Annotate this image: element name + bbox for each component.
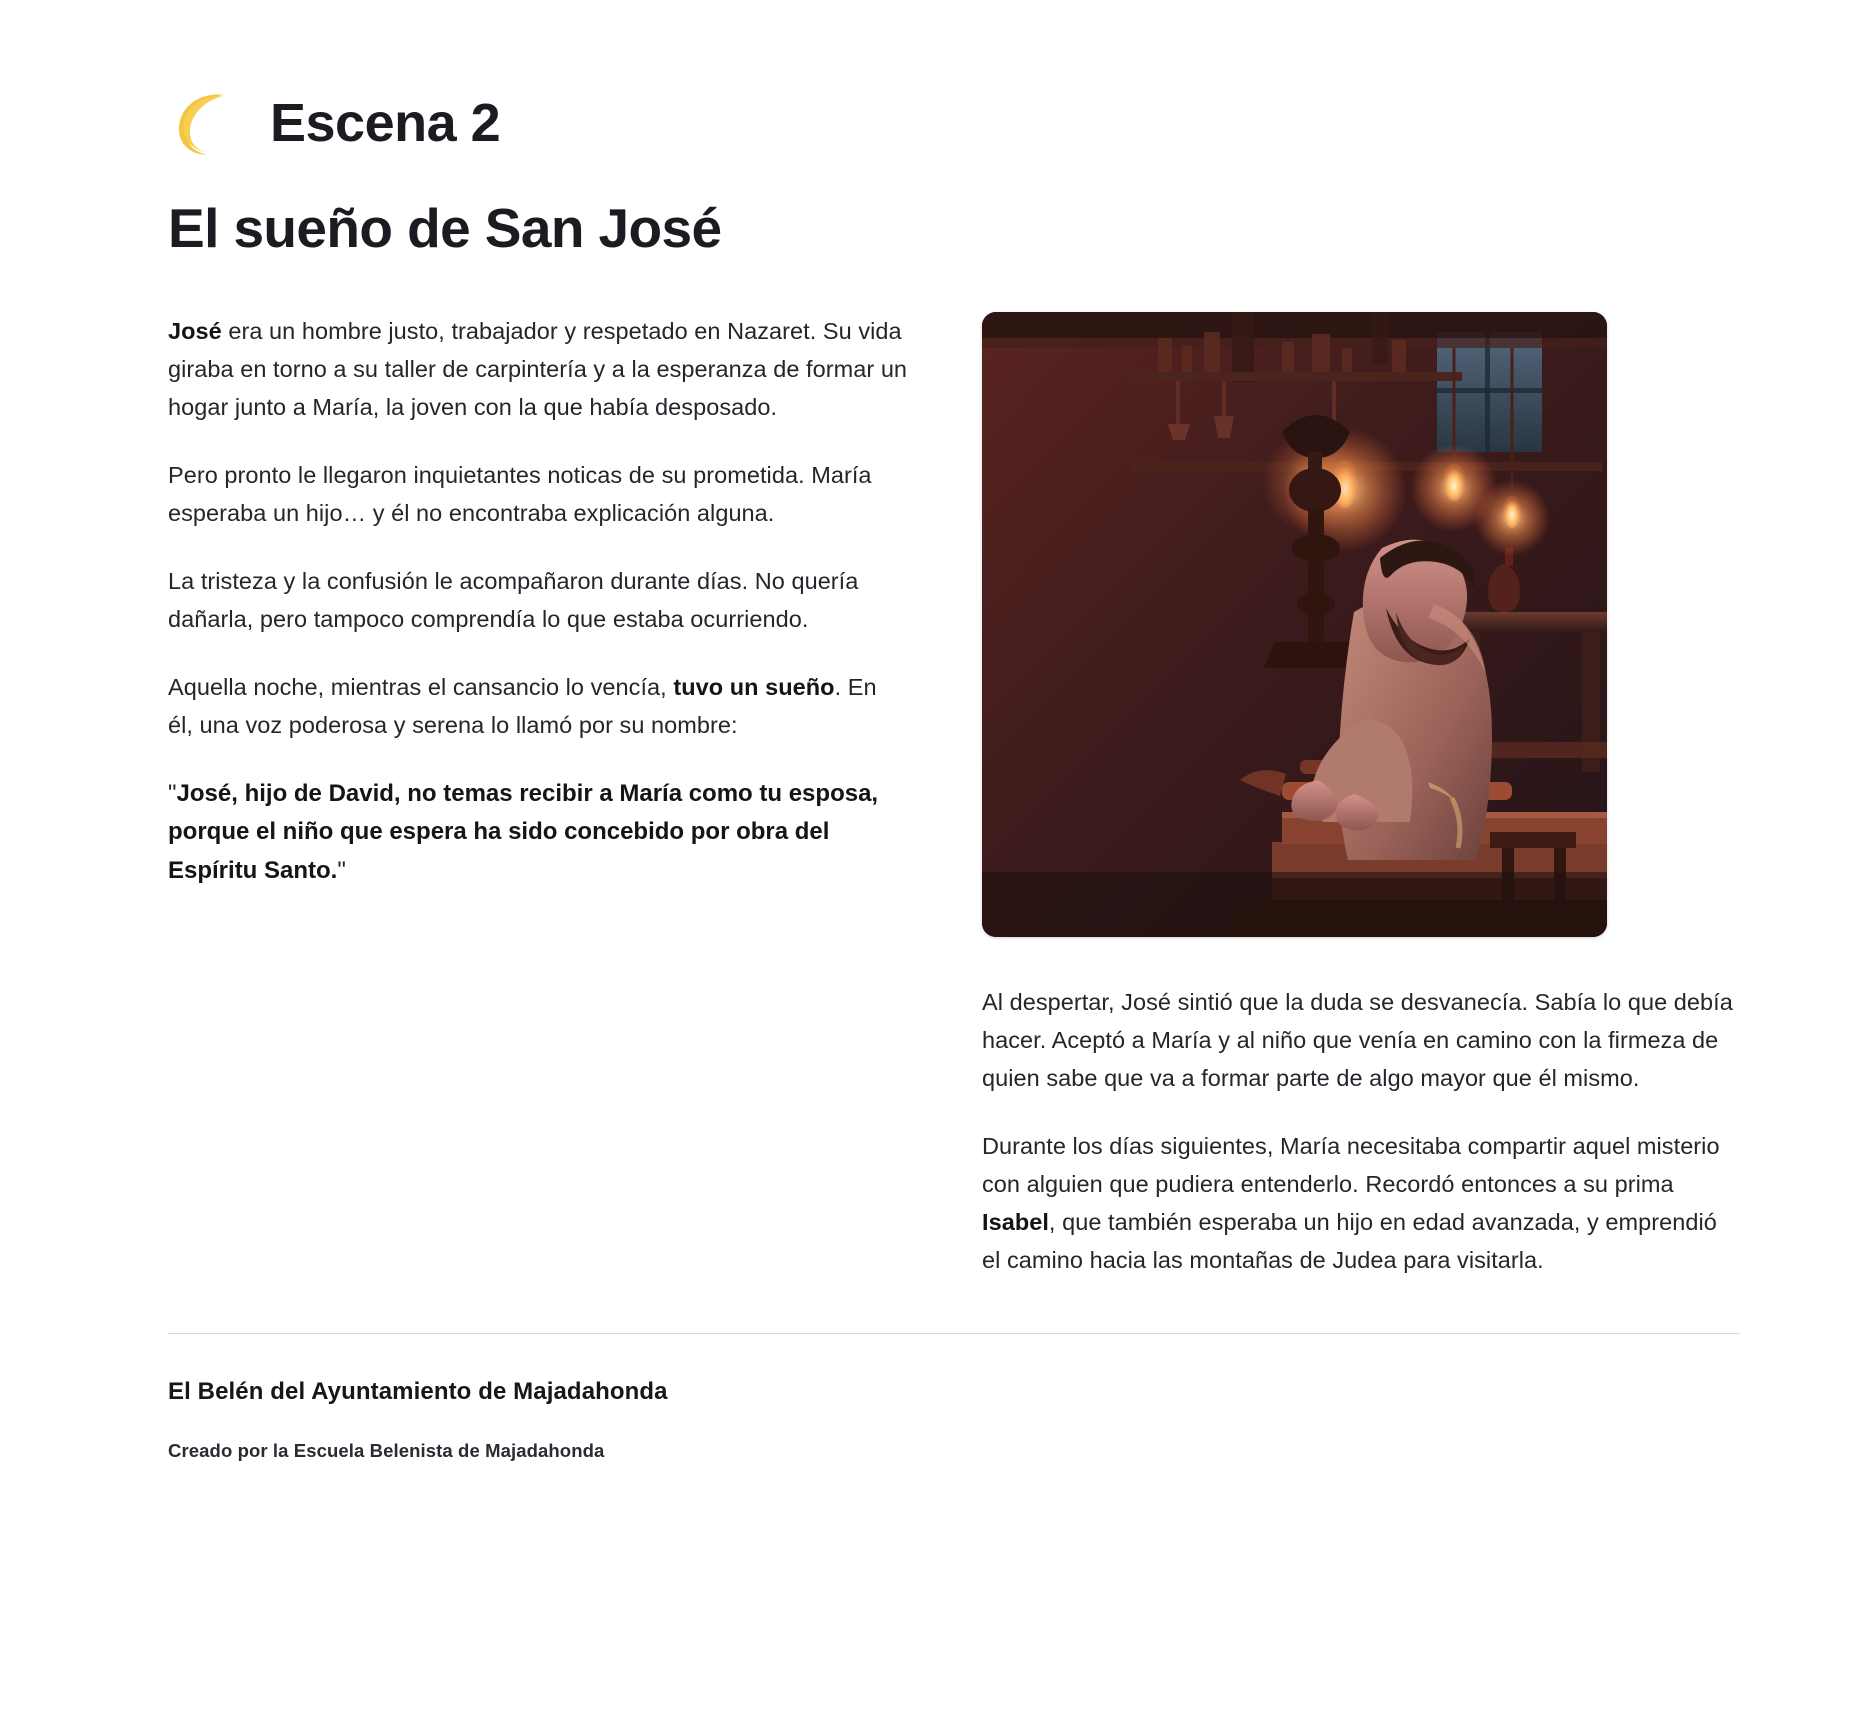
paragraph-tristeza: La tristeza y la confusión le acompañaron durante días. No quería dañarla, pero tampoco comprendía lo que estaba ocurriendo. bbox=[168, 568, 859, 633]
page-footer bbox=[168, 1333, 1740, 1462]
quote-body: José, hijo de David, no temas recibir a María como tu esposa, porque el niño que espera ha sido concebido por obra del Espíritu Santo. bbox=[168, 779, 879, 885]
paragraph-isabel bbox=[982, 1127, 1740, 1279]
crescent-moon-icon bbox=[168, 84, 246, 162]
paragraph-sueno bbox=[168, 668, 908, 744]
page-title: El sueño de San José bbox=[168, 197, 722, 260]
paragraph-sueno-b: . En él, una voz poderosa y serena lo llamó por su nombre: bbox=[168, 674, 877, 739]
right-column bbox=[982, 312, 1740, 1279]
paragraph-noticias: Pero pronto le llegaron inquietantes noticas de su prometida. María esperaba un hijo… y él no encontraba explicación alguna. bbox=[168, 462, 872, 527]
paragraph-isabel-a: Durante los días siguientes, María necesitaba compartir aquel misterio con alguien que pudiera entenderlo. Recordó entonces a su prima bbox=[982, 1133, 1720, 1198]
paragraph-jose-intro-rest: era un hombre justo, trabajador y respetado en Nazaret. Su vida giraba en torno a su taller de carpintería y a la esperanza de formar un hogar junto a María, la joven con la que había desposado. bbox=[168, 317, 908, 421]
left-text-column bbox=[168, 312, 908, 891]
paragraph-sueno-a: Aquella noche, mientras el cansancio lo vencía, bbox=[168, 674, 674, 701]
lead-word-jose: José bbox=[168, 317, 222, 344]
footer-title: El Belén del Ayuntamiento de Majadahonda bbox=[168, 1378, 668, 1406]
scene-heading-line bbox=[168, 60, 1740, 186]
quote-open-mark: " bbox=[168, 779, 177, 807]
page-header bbox=[168, 60, 1740, 260]
scene-label: Escena 2 bbox=[270, 93, 501, 154]
paragraph-jose-intro bbox=[168, 312, 908, 426]
content-columns bbox=[168, 312, 1740, 1279]
joseph-dreaming-illustration bbox=[982, 312, 1607, 937]
footer-credit: Creado por la Escuela Belenista de Majadahonda bbox=[168, 1440, 605, 1462]
paragraph-al-despertar: Al despertar, José sintió que la duda se desvanecía. Sabía lo que debía hacer. Aceptó a María y al niño que venía en camino con la firmeza de quien sabe que va a formar parte de algo mayor que él mismo. bbox=[982, 988, 1733, 1092]
quote-close-mark: " bbox=[337, 857, 346, 885]
emphasis-isabel: Isabel bbox=[982, 1209, 1049, 1236]
paragraph-isabel-b: , que también esperaba un hijo en edad avanzada, y emprendió el camino hacia las montañas de Judea para visitarla. bbox=[982, 1209, 1717, 1274]
emphasis-tuvo-un-sueno: tuvo un sueño bbox=[673, 674, 835, 701]
angel-quote bbox=[168, 775, 908, 892]
